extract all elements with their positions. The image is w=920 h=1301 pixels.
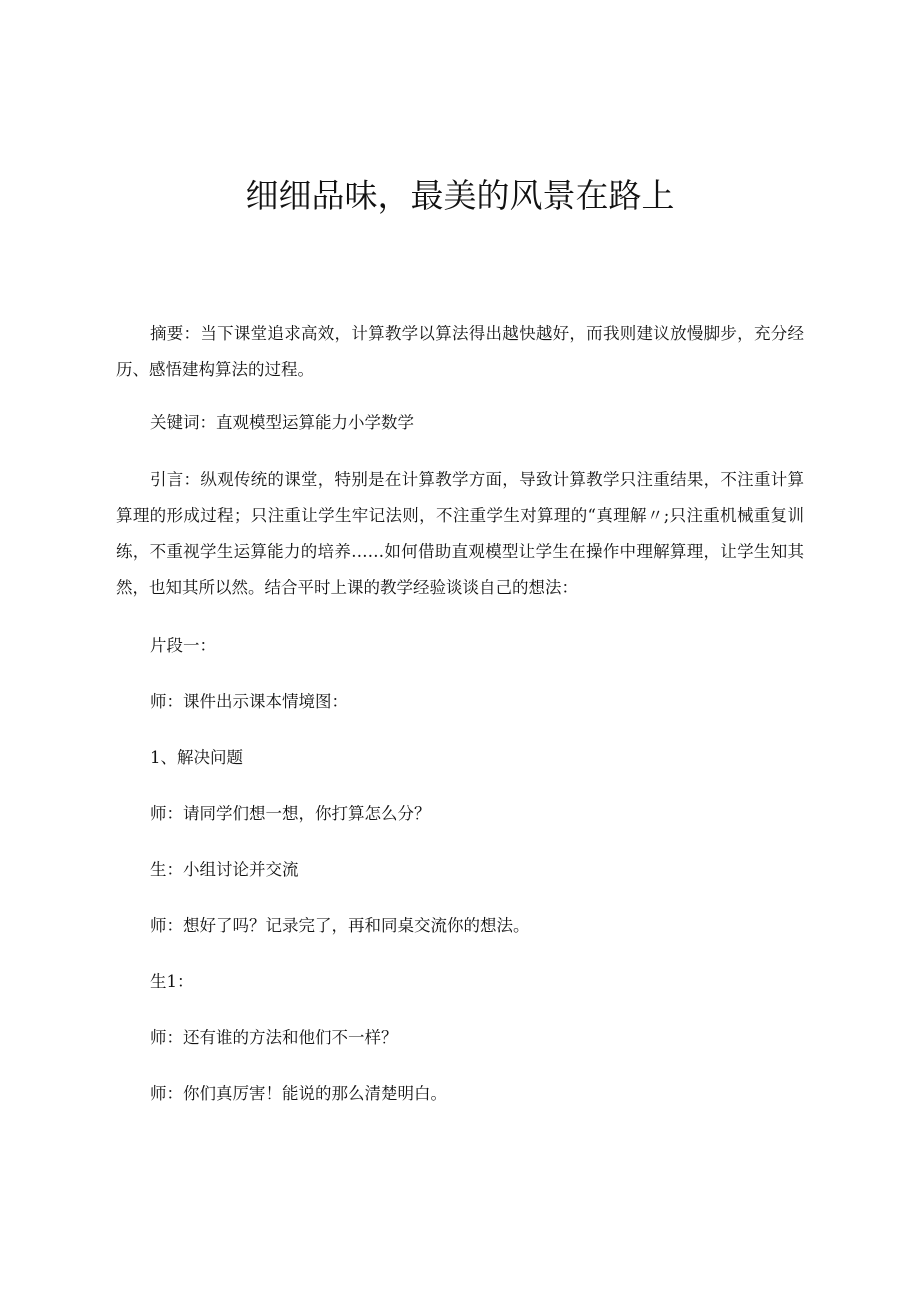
dialogue-line: 师：课件出示课本情境图： <box>150 692 348 711</box>
keywords-line: 关键词：直观模型运算能力小学数学 <box>150 413 414 432</box>
document-title: 细细品味，最美的风景在路上 <box>245 176 675 215</box>
dialogue-line: 师：还有谁的方法和他们不一样？ <box>150 1028 398 1047</box>
section-heading-fragment-one: 片段一： <box>150 636 216 655</box>
abstract-paragraph: 摘要：当下课堂追求高效，计算教学以算法得出越快越好，而我则建议放慢脚步，充分经历、感悟建构算法的过程。 <box>116 324 804 379</box>
dialogue-line: 师：你们真厉害！能说的那么清楚明白。 <box>150 1084 447 1103</box>
dialogue-line: 生1： <box>150 972 194 991</box>
dialogue-line: 生：小组讨论并交流 <box>150 860 299 879</box>
dialogue-line: 师：请同学们想一想，你打算怎么分？ <box>150 804 431 823</box>
numbered-heading: 1、解决问题 <box>150 748 243 767</box>
intro-paragraph: 引言：纵观传统的课堂，特别是在计算教学方面，导致计算教学只注重结果，不注重计算算理的形成过程；只注重让学生牢记法则，不注重学生对算理的“真理解〃;只注重机械重复训练，不重视学生运算能力的培养……如何借助直观模型让学生在操作中理解算理，让学生知其然，也知其所以然。结合平时上课的教学经验谈谈自己的想法： <box>116 470 804 597</box>
dialogue-line: 师：想好了吗？记录完了，再和同桌交流你的想法。 <box>150 916 530 935</box>
